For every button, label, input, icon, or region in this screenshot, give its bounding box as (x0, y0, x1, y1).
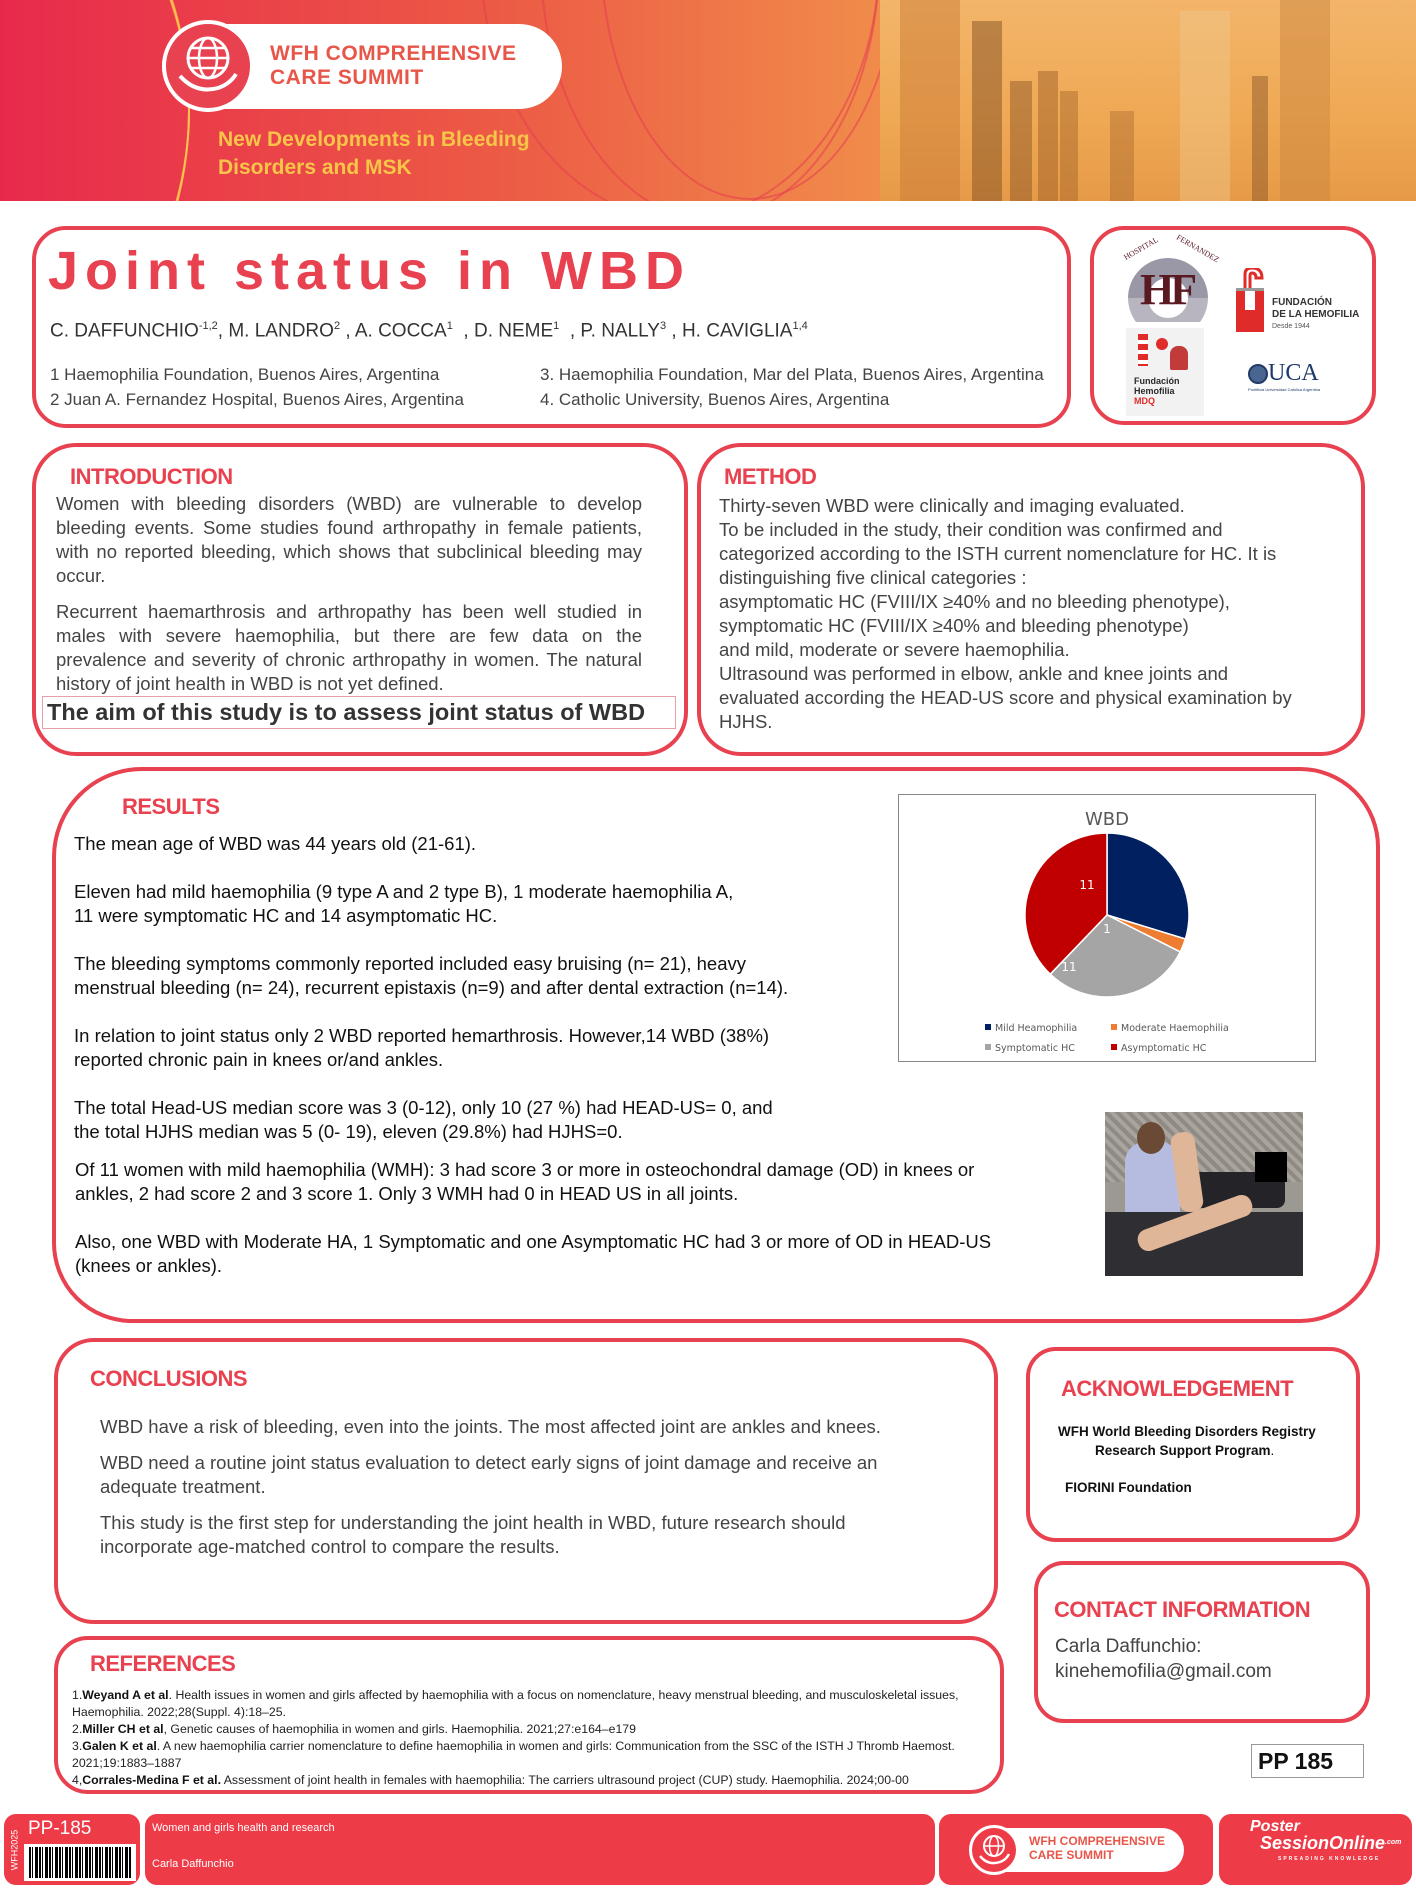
method-line: evaluated according the HEAD-US score and physical examination by (719, 687, 1292, 708)
subtitle-line-1: New Developments in Bleeding (218, 128, 530, 151)
pie-data-label: 11 (1079, 878, 1095, 892)
author-name: A. COCCA (354, 320, 447, 342)
pso-tagline: SPREADING KNOWLEDGE (1278, 1856, 1381, 1862)
author-affiliation-sup: 1 (446, 320, 453, 332)
author-separator: , (452, 320, 474, 342)
results-line: the total HJHS median was 5 (0- 19), eleven (29.8%) had HJHS=0. (74, 1121, 623, 1142)
fundacion-mdq-logo (1126, 328, 1204, 416)
reference-number: 2. (72, 1722, 83, 1736)
hf-letters: HF (1140, 265, 1194, 314)
reference-item (72, 1687, 996, 1721)
uca-subtext: Pontificia Universidad Católica Argentina (1248, 387, 1321, 392)
barcode (24, 1844, 136, 1881)
results-paragraph-7 (75, 1230, 991, 1278)
fundacion-hemofilia-logo (1236, 268, 1372, 338)
method-text (719, 494, 1349, 734)
contact-heading: CONTACT INFORMATION (1054, 1597, 1311, 1622)
privacy-blackout (1255, 1152, 1287, 1182)
reference-author: Weyand A et al (82, 1688, 169, 1702)
introduction-paragraph-2: Recurrent haemarthrosis and arthropathy has been well studied in males with severe haemophilia, but there are few data on the prevalence and severity of chronic arthropathy in women. The natural history of joint health in WBD is not yet defined. (56, 601, 642, 694)
affiliations-left (50, 362, 464, 412)
reference-author: Miller CH et al (82, 1722, 164, 1736)
affiliation-1: 1 Haemophilia Foundation, Buenos Aires, Argentina (50, 365, 440, 384)
method-heading: METHOD (724, 464, 817, 489)
method-line: categorized according to the ISTH current nomenclature for HC. It is (719, 543, 1277, 564)
method-line: HJHS. (719, 711, 773, 732)
hf-arc-left-text: HOSPITAL (1122, 235, 1160, 262)
pie-data-label: 1 (1103, 922, 1111, 936)
method-line: To be included in the study, their condition was confirmed and (719, 519, 1223, 540)
legend-label: Moderate Haemophilia (1121, 1023, 1229, 1034)
poster-code-label: PP 185 (1251, 1744, 1364, 1778)
reference-text: Assessment of joint health in females with haemophilia: The carriers ultrasound project (CUP) study. Haemophilia. 2024;00-00 (220, 1773, 909, 1787)
author-separator: , (340, 320, 355, 342)
pso-suffix: .com (1385, 1839, 1402, 1846)
fundacion-line-2: DE LA HEMOFILIA (1272, 309, 1360, 320)
results-paragraph-2 (74, 880, 733, 928)
ack-line-2: Research Support Program (1095, 1443, 1271, 1458)
conclusion-3 (100, 1511, 846, 1559)
method-line: asymptomatic HC (FVIII/IX ≥40% and no bleeding phenotype), (719, 591, 1230, 612)
footer-author: Carla Daffunchio (152, 1858, 234, 1870)
subtitle-line-2: Disorders and MSK (218, 156, 412, 179)
method-line: Thirty-seven WBD were clinically and imaging evaluated. (719, 495, 1185, 516)
reference-number: 1. (72, 1688, 83, 1702)
results-line: In relation to joint status only 2 WBD reported hemarthrosis. However,14 WBD (38%) (74, 1025, 770, 1046)
poster-title: Joint status in WBD (48, 241, 691, 301)
method-line: symptomatic HC (FVIII/IX ≥40% and bleeding phenotype) (719, 615, 1189, 636)
globe-hand-icon (162, 20, 254, 112)
summit-logo-text (270, 42, 517, 90)
affiliation-3: 3. Haemophilia Foundation, Mar del Plata, Buenos Aires, Argentina (540, 365, 1044, 384)
footer-vertical-label (4, 1814, 24, 1885)
results-line: (knees or ankles). (75, 1255, 223, 1276)
contact-name: Carla Daffunchio: (1055, 1636, 1202, 1657)
contact-details (1055, 1634, 1272, 1684)
pie-chart (899, 795, 1315, 1061)
footer-globe-icon (969, 1825, 1019, 1875)
author-affiliation-sup: 1 (553, 320, 560, 332)
reference-item (72, 1738, 996, 1772)
affiliations-right (540, 362, 1044, 412)
reference-author: Galen K et al (82, 1739, 157, 1753)
ack-line-1: WFH World Bleeding Disorders Registry (1058, 1424, 1316, 1439)
hf-arc-right-text: FERNANDEZ (1174, 232, 1221, 265)
introduction-heading: INTRODUCTION (70, 464, 233, 489)
pie-chart-frame (898, 794, 1316, 1062)
chart-title: WBD (1084, 809, 1130, 830)
contact-email[interactable]: kinehemofilia@gmail.com (1055, 1661, 1272, 1682)
results-line: ankles, 2 had score 2 and 3 score 1. Only 3 WMH had 0 in HEAD US in all joints. (75, 1183, 739, 1204)
references-heading: REFERENCES (90, 1651, 236, 1676)
poster-session-online-logo (1250, 1819, 1401, 1867)
legend-swatch (985, 1024, 991, 1030)
author-name: P. NALLY (580, 320, 660, 342)
method-line: distinguishing five clinical categories : (719, 567, 1027, 588)
author-list (50, 320, 808, 342)
hospital-fernandez-logo (1118, 232, 1221, 322)
ultrasound-exam-photo (1105, 1112, 1303, 1276)
legend-label: Mild Heamophilia (995, 1023, 1078, 1034)
results-line: Eleven had mild haemophilia (9 type A and 2 type B), 1 moderate haemophilia A, (74, 881, 734, 902)
footer-logo-line-1: WFH COMPREHENSIVE (1029, 1834, 1166, 1848)
uca-logo (1246, 362, 1338, 396)
uca-text: UCA (1268, 360, 1319, 386)
footer-year-label: WFH2025 (9, 1829, 20, 1870)
author-affiliation-sup: 3 (659, 320, 667, 332)
author-affiliation-sup: -1,2 (198, 320, 218, 332)
conclusion-1 (100, 1415, 881, 1439)
conclusion-line: WBD need a routine joint status evaluation to detect early signs of joint damage and receive an (100, 1452, 878, 1473)
reference-text: , Genetic causes of haemophilia in women and girls. Haemophilia. 2021;27:e164–e179 (163, 1722, 636, 1736)
legend-swatch (1111, 1044, 1117, 1050)
affiliation-4: 4. Catholic University, Buenos Aires, Argentina (540, 390, 890, 409)
author-separator: , (217, 320, 229, 342)
author-name: C. DAFFUNCHIO (50, 320, 199, 342)
legend-swatch (985, 1044, 991, 1050)
results-line: The total Head-US median score was 3 (0-12), only 10 (27 %) had HEAD-US= 0, and (74, 1097, 773, 1118)
conclusion-line: adequate treatment. (100, 1476, 266, 1497)
results-line: Of 11 women with mild haemophilia (WMH): 3 had score 3 or more in osteochondral damage (OD) in knees or (75, 1159, 975, 1180)
footer-poster-code: PP-185 (28, 1818, 92, 1839)
summit-subtitle (218, 126, 530, 182)
reference-author: Corrales-Medina F et al. (82, 1773, 221, 1787)
results-paragraph-6 (75, 1158, 974, 1206)
conclusion-2 (100, 1451, 877, 1499)
results-heading: RESULTS (122, 794, 220, 819)
logo-line-1: WFH COMPREHENSIVE (270, 42, 517, 65)
author-affiliation-sup: 1,4 (792, 320, 808, 332)
author-name: H. CAVIGLIA (681, 320, 793, 342)
conclusion-line: This study is the first step for understanding the joint health in WBD, future research should (100, 1512, 846, 1533)
pso-line-1: Poster (1250, 1818, 1300, 1835)
reference-item (72, 1721, 996, 1738)
pso-line-2: SessionOnline (1260, 1833, 1386, 1853)
results-line: The bleeding symptoms commonly reported included easy bruising (n= 21), heavy (74, 953, 746, 974)
affiliation-2: 2 Juan A. Fernandez Hospital, Buenos Aires, Argentina (50, 390, 464, 409)
mdq-line-2: Hemofilia (1134, 386, 1175, 396)
results-paragraph-5 (74, 1096, 773, 1144)
method-line: and mild, moderate or severe haemophilia. (719, 639, 1070, 660)
author-name: M. LANDRO (228, 320, 334, 342)
ack-line-2-period: . (1270, 1443, 1275, 1458)
results-line: 11 were symptomatic HC and 14 asymptomatic HC. (74, 905, 498, 926)
reference-number: 3. (72, 1739, 83, 1753)
acknowledgement-heading: ACKNOWLEDGEMENT (1061, 1376, 1294, 1401)
footer-topic: Women and girls health and research (152, 1822, 335, 1834)
reference-number: 4, (72, 1773, 83, 1787)
results-line: Also, one WBD with Moderate HA, 1 Symptomatic and one Asymptomatic HC had 3 or more of OD in HEAD-US (75, 1231, 992, 1252)
cityscape-image (880, 0, 1416, 201)
author-separator: , (666, 320, 682, 342)
ack-line-3: FIORINI Foundation (1065, 1480, 1192, 1495)
results-line: The mean age of WBD was 44 years old (21-61). (74, 833, 477, 854)
fundacion-line-1: FUNDACIÓN (1272, 297, 1332, 308)
author-affiliation-sup: 2 (333, 320, 341, 332)
mdq-line-1: Fundación (1134, 376, 1180, 386)
reference-list (72, 1687, 996, 1789)
method-line: Ultrasound was performed in elbow, ankle and knee joints and (719, 663, 1229, 684)
results-line: menstrual bleeding (n= 24), recurrent epistaxis (n=9) and after dental extraction (n=14). (74, 977, 789, 998)
results-paragraph-4 (74, 1024, 769, 1072)
author-separator: , (559, 320, 581, 342)
results-paragraph-3 (74, 952, 788, 1000)
reference-text: . A new haemophilia carrier nomenclature to define haemophilia in women and girls: Communication from the SSC of the ISTH J Thromb Haemost. 2021;19:1883–1887 (72, 1739, 955, 1770)
legend-label: Symptomatic HC (995, 1043, 1075, 1054)
reference-item (72, 1772, 996, 1789)
reference-text: . Health issues in women and girls affected by haemophilia with a focus on nomenclature, heavy menstrual bleeding, and musculoskeletal issues, Haemophilia. 2022;28(Suppl. 4):18–25. (72, 1688, 959, 1719)
mdq-line-3: MDQ (1134, 396, 1155, 406)
author-name: D. NEME (473, 320, 554, 342)
legend-label: Asymptomatic HC (1121, 1043, 1207, 1054)
conclusions-heading: CONCLUSIONS (90, 1366, 248, 1391)
conclusion-line: WBD have a risk of bleeding, even into the joints. The most affected joint are ankles and knees. (100, 1416, 881, 1437)
results-paragraph-1 (74, 832, 476, 856)
fundacion-line-3: Desde 1944 (1272, 323, 1310, 330)
results-line: reported chronic pain in knees or/and ankles. (74, 1049, 444, 1070)
legend-swatch (1111, 1024, 1117, 1030)
header-banner (0, 0, 1416, 201)
acknowledgement-text (1058, 1422, 1316, 1497)
logo-line-2: CARE SUMMIT (270, 66, 424, 89)
introduction-paragraph-1: Women with bleeding disorders (WBD) are vulnerable to develop bleeding events. Some studies found arthropathy in female patients, with no reported bleeding, which shows that subclinical bleeding may occur. (56, 493, 642, 586)
pie-data-label: 11 (1061, 960, 1077, 974)
footer-logo-line-2: CARE SUMMIT (1029, 1848, 1114, 1862)
footer-summit-text (1029, 1834, 1165, 1862)
conclusion-line: incorporate age-matched control to compare the results. (100, 1536, 560, 1557)
study-aim: The aim of this study is to assess joint status of WBD (42, 696, 676, 729)
